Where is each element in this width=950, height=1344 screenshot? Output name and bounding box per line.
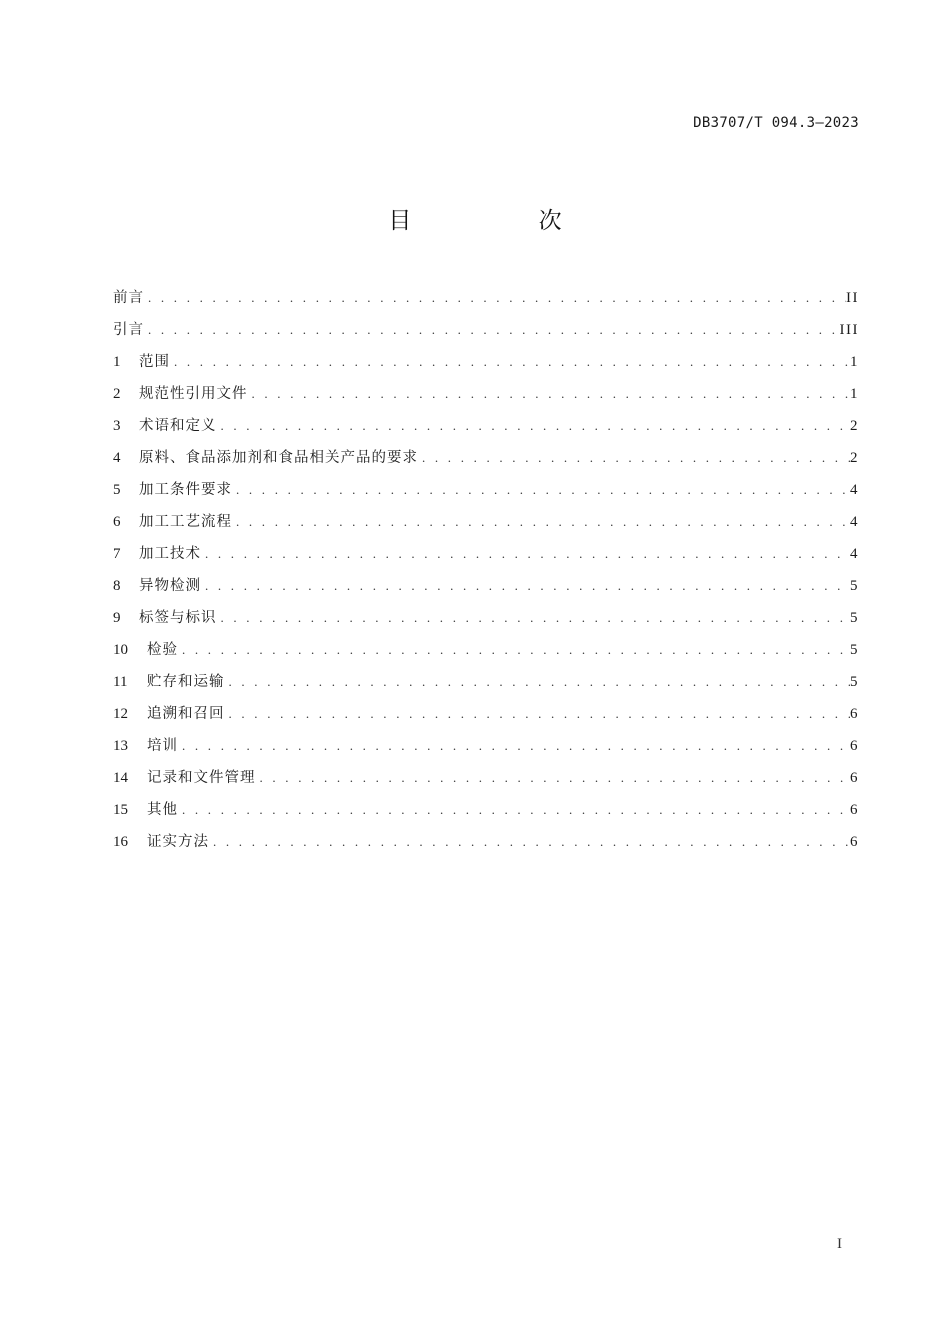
toc-entry-title: 加工条件要求 xyxy=(139,482,232,498)
toc-entry-title: 追溯和召回 xyxy=(147,706,225,722)
toc-entry-number: 7 xyxy=(113,546,121,562)
toc-entry-number: 5 xyxy=(113,482,121,498)
toc-entry[interactable] xyxy=(113,383,859,415)
toc-entry-number: 10 xyxy=(113,642,128,658)
toc-entry-number: 8 xyxy=(113,578,121,594)
toc-entry-page: 6 xyxy=(850,706,859,722)
toc-entry-number: 11 xyxy=(113,674,128,690)
table-of-contents xyxy=(113,287,859,863)
toc-entry[interactable] xyxy=(113,639,859,671)
dot-leader xyxy=(178,639,850,661)
toc-entry[interactable] xyxy=(113,447,859,479)
dot-leader xyxy=(248,383,851,405)
toc-entry-title: 引言 xyxy=(113,322,144,338)
toc-entry-title: 标签与标识 xyxy=(139,610,217,626)
dot-leader xyxy=(418,447,850,469)
toc-entry-number: 4 xyxy=(113,450,121,466)
toc-entry-page: 6 xyxy=(850,834,859,850)
standard-code: DB3707/T 094.3—2023 xyxy=(693,115,859,131)
toc-entry-page: 6 xyxy=(850,738,859,754)
toc-entry-page: 6 xyxy=(850,802,859,818)
dot-leader xyxy=(209,831,850,853)
toc-entry[interactable] xyxy=(113,607,859,639)
toc-entry-page: 2 xyxy=(850,450,859,466)
toc-entry-title: 加工工艺流程 xyxy=(139,514,232,530)
toc-entry-number: 16 xyxy=(113,834,128,850)
dot-leader xyxy=(144,319,840,341)
toc-entry-number: 6 xyxy=(113,514,121,530)
toc-entry-number: 1 xyxy=(113,354,121,370)
toc-entry-page: 2 xyxy=(850,418,859,434)
toc-entry-title: 原料、食品添加剂和食品相关产品的要求 xyxy=(139,450,418,466)
dot-leader xyxy=(225,671,851,693)
toc-entry-page: 6 xyxy=(850,770,859,786)
toc-entry[interactable] xyxy=(113,319,859,351)
toc-entry[interactable] xyxy=(113,511,859,543)
toc-entry-page: II xyxy=(846,290,859,306)
toc-entry-page: 4 xyxy=(850,546,859,562)
toc-entry-title: 证实方法 xyxy=(147,834,209,850)
toc-entry[interactable] xyxy=(113,415,859,447)
dot-leader xyxy=(201,575,850,597)
toc-entry-title: 贮存和运输 xyxy=(147,674,225,690)
toc-entry-title: 范围 xyxy=(139,354,170,370)
toc-entry-title: 术语和定义 xyxy=(139,418,217,434)
dot-leader xyxy=(201,543,850,565)
toc-entry-title: 前言 xyxy=(113,290,144,306)
toc-entry[interactable] xyxy=(113,543,859,575)
dot-leader xyxy=(232,511,850,533)
dot-leader xyxy=(178,799,850,821)
toc-entry-page: 1 xyxy=(850,386,859,402)
toc-entry-page: 4 xyxy=(850,514,859,530)
toc-entry[interactable] xyxy=(113,799,859,831)
toc-entry-page: 1 xyxy=(850,354,859,370)
toc-entry[interactable] xyxy=(113,479,859,511)
toc-entry-page: III xyxy=(839,322,859,338)
toc-entry-title: 培训 xyxy=(147,738,178,754)
toc-entry[interactable] xyxy=(113,767,859,799)
toc-entry-title: 其他 xyxy=(147,802,178,818)
dot-leader xyxy=(217,415,851,437)
toc-entry[interactable] xyxy=(113,703,859,735)
toc-entry-page: 4 xyxy=(850,482,859,498)
toc-entry-page: 5 xyxy=(850,642,859,658)
toc-entry-title: 加工技术 xyxy=(139,546,201,562)
dot-leader xyxy=(232,479,850,501)
toc-entry-title: 检验 xyxy=(147,642,178,658)
toc-entry-number: 2 xyxy=(113,386,121,402)
toc-entry[interactable] xyxy=(113,671,859,703)
toc-entry-number: 9 xyxy=(113,610,121,626)
toc-entry-page: 5 xyxy=(850,578,859,594)
dot-leader xyxy=(225,703,851,725)
toc-entry-number: 13 xyxy=(113,738,128,754)
toc-entry-title: 记录和文件管理 xyxy=(147,770,256,786)
toc-entry-number: 12 xyxy=(113,706,128,722)
toc-entry-title: 规范性引用文件 xyxy=(139,386,248,402)
dot-leader xyxy=(217,607,851,629)
toc-entry[interactable] xyxy=(113,351,859,383)
toc-entry[interactable] xyxy=(113,575,859,607)
toc-entry-page: 5 xyxy=(850,674,859,690)
toc-entry-title: 异物检测 xyxy=(139,578,201,594)
page-title: 目 次 xyxy=(388,208,622,234)
toc-entry[interactable] xyxy=(113,287,859,319)
dot-leader xyxy=(256,767,851,789)
page-number: I xyxy=(837,1236,842,1252)
toc-entry[interactable] xyxy=(113,735,859,767)
dot-leader xyxy=(144,287,846,309)
toc-entry[interactable] xyxy=(113,831,859,863)
toc-entry-page: 5 xyxy=(850,610,859,626)
toc-entry-number: 3 xyxy=(113,418,121,434)
dot-leader xyxy=(170,351,850,373)
toc-entry-number: 15 xyxy=(113,802,128,818)
toc-entry-number: 14 xyxy=(113,770,128,786)
dot-leader xyxy=(178,735,850,757)
